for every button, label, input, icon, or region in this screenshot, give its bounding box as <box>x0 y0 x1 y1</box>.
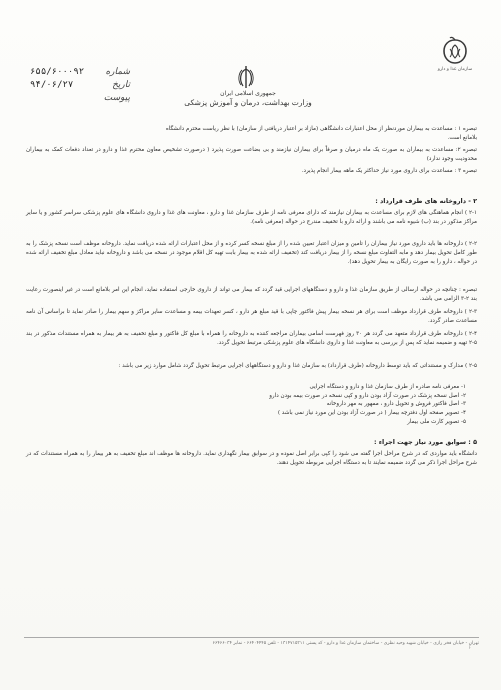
footer-divider <box>24 637 479 638</box>
note-2 <box>26 146 477 164</box>
clause-2-3-text: ۲-۳ ) داروخانه طرف قرارداد موظف است برای هر نسخه بیمار پیش فاکتور چاپی با قید مبلغ هر دارو ، کسر تعهدات بیمه و مساعدت سایر مراکز و سهم بیمار را صادر نماید تا براساس آن نامه مساعدت صادر گردد. <box>26 309 477 324</box>
list-item: ۱- معرفی نامه صادره از طرف سازمان غذا و دارو و دستگاه اجرایی <box>309 384 466 390</box>
list-item: ۲- اصل نسخه پزشک در صورت آزاد بودن دارو و کپی نسخه در صورت بیمه بودن دارو <box>269 392 466 399</box>
ministry-title <box>178 90 318 108</box>
ministry-line-1: جمهوری اسلامی ایران <box>220 90 276 97</box>
footer-address: تهران - خیابان فخر رازی - خیابان شهید وحید نظری - ساختمان سازمان غذا و دارو - کد پستی ۱۳۱۴۷۱۵۳۱۱ - تلفن ۶۶۴۰۴۴۴۵ - نمابر ۶۶۴۶۶۰۳۴ <box>212 641 479 646</box>
number-label: شماره <box>105 66 130 77</box>
note-1-line-2: بلامانع است. <box>447 135 477 141</box>
note-2-text: تبصره ۲: مساعدت به بیماران به صورت یک ماه درمیان و صرفاً برای بیماران نیازمند و بی بضاعت صورت پذیرد ( درصورت تشخیص معاون محترم غذا و دارو در تعداد دفعات کمک به بیماران محدودیت وجود ندارد) <box>26 147 477 162</box>
date-label: تاریخ <box>112 79 130 90</box>
list-item: ۵- تصویر کارت ملی بیمار <box>407 418 466 425</box>
note-1 <box>26 125 477 143</box>
note-3-text: تبصره ۳ : مساعدت برای داروی مورد نیاز حداکثر یک ماهه بیمار انجام پذیرد. <box>301 168 477 174</box>
clause-2-3 <box>26 308 477 326</box>
note-3 <box>26 167 477 176</box>
list-item: ۴- تصویر صفحه اول دفترچه بیمار ( در صورت آزاد بودن این مورد نیاز نمی باشد ) <box>277 410 466 417</box>
national-emblem-icon <box>233 64 259 90</box>
clause-2-2-note-text: تبصره : چنانچه در حواله ارسالی از طریق سازمان غذا و دارو و دستگاههای اجرایی قید گردد که بیمار می تواند از داروی خارجی استفاده نماید، انجام این امر بلامانع است در غیر اینصورت رعایت بند ۲-۳ الزامی می باشد. <box>26 287 477 302</box>
ministry-line-2: وزارت بهداشت، درمان و آموزش پزشکی <box>184 98 312 107</box>
clause-2-1 <box>26 209 477 227</box>
footer-page-ref: F <box>468 645 471 650</box>
section-3-paragraph: دانشگاه باید مواردی که در شرح مراحل اجرا گفته می شود را کپی برابر اصل نموده و در سوابق بیمار نگهداری نماید. داروخانه ها موظف اند مبلغ تخفیف به هر بیمار را به همراه مستندات که در شرح مراحل اجرا ذکر می گردد ضمیمه نمایند تا به دستگاه اجرایی مربوطه تحویل دهند. <box>26 451 477 466</box>
attachment-label: پیوست <box>103 92 130 103</box>
registration-block <box>30 65 130 104</box>
clause-2-4-text: ۲-۴ ) داروخانه طرف قرارداد متعهد می گردد هر ۳۰ روز فهرست اسامی بیماران مراجعه کننده به داروخانه را همراه با مبلغ کل فاکتور و مبلغ تخفیف به هر بیمار به همراه مستندات مذکور در بند ۵-۲ تهیه و ضمیمه نماید که پس از بررسی به معاونت غذا و داروی دانشگاه های علوم پزشکی مرتبط تحویل گردد. <box>26 331 477 346</box>
number-value: ۶۵۵/۶۰۰۰۹۲ <box>30 66 85 77</box>
clause-2-5 <box>26 362 477 371</box>
clause-2-2-text: ۲-۲ ) داروخانه ها باید داروی مورد نیاز بیماران را تامین و میزان اعتبار تعیین شده را از مبلغ نسخه کسر کرده و از محل اعتبارات ارائه شده دریافت نماید. داروخانه موظف است نسخه پزشک را به طور کامل تحویل بیمار دهد و مابه التفاوت مبلغ نسخه را از بیمار دریافت کند (تخفیف ارائه شده به بیمار بابت تهیه کل اقلام موجود در نسخه می باشد و داروخانه نباید معادل مبلغ تخفیف ارائه شده در حواله ، دارو را به صورت رایگان به بیمار تحویل دهد). <box>26 241 477 265</box>
section-3-heading: ۵ : سوابق مورد نیاز جهت اجراء : <box>373 438 477 446</box>
logo-caption: سازمان غذا و دارو <box>437 67 473 72</box>
section-2-heading: ۲ - داروخانه های طرف قرارداد : <box>375 197 477 205</box>
fda-logo-icon <box>440 36 470 66</box>
clause-2-2 <box>26 240 477 267</box>
fda-logo <box>433 36 477 72</box>
documents-list <box>166 383 466 427</box>
footer <box>24 637 479 647</box>
date-value: ۹۴/۰۶/۲۷ <box>30 79 74 90</box>
clause-2-2-note <box>26 286 477 304</box>
note-1-line-1: تبصره ۱ : مساعدت به بیماران موردنظر از محل اعتبارات دانشگاهی (مازاد بر اعتبار دریافتی از سازمان) با نظر ریاست محترم دانشگاه <box>165 126 477 132</box>
clause-2-5-text: ۲-۵ ) مدارک و مستنداتی که باید توسط داروخانه (طرف قرارداد) به سازمان غذا و دارو و دستگاههای اجرایی مرتبط تحویل گردد شامل موارد زیر می باشد : <box>118 363 477 369</box>
section-3-text <box>26 450 477 468</box>
clause-2-1-text: ۲-۱ ) انجام هماهنگی های لازم برای مساعدت به بیماران نیازمند که دارای معرفی نامه از طرف سازمان غذا و دارو ، معاونت های غذا و داروی دانشگاه های علوم پزشکی سراسر کشور و یا سایر مراکز مذکور در بند (ب) شیوه نامه می باشند و ارائه دارو با تخفیف مندرج در حواله (معرفی نامه). <box>26 210 477 225</box>
list-item: ۳- اصل فاکتور فروش و تحویل دارو ، ممهور به مهر داروخانه <box>326 401 466 408</box>
clause-2-4 <box>26 330 477 348</box>
